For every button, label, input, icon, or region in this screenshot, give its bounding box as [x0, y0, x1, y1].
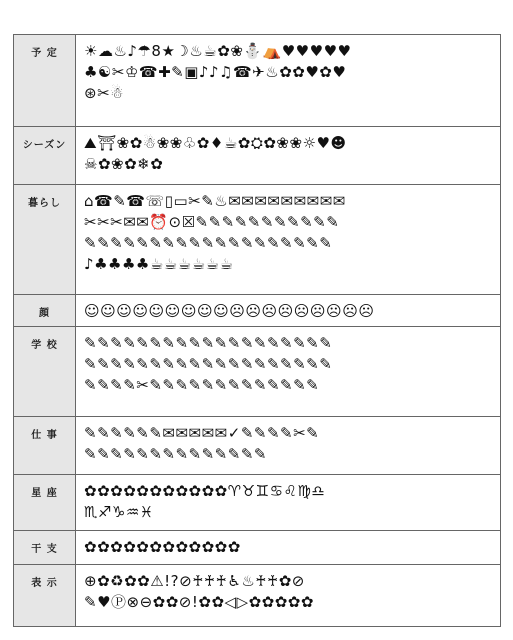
category-symbols — [76, 295, 500, 326]
category-row-season — [14, 127, 501, 185]
symbol-line: ⌂☎✎☎☏▯▭✂✎♨✉✉✉✉✉✉✉✉✉ — [84, 192, 346, 210]
category-row-yotei — [14, 35, 501, 127]
symbol-line: ✎✎✎✎✎✎✉✉✉✉✉✓✎✎✎✎✂✎ — [84, 424, 320, 442]
category-label: 顔 — [14, 295, 76, 326]
symbol-line: ✂✂✂✉✉⏰⊙☒✎✎✎✎✎✎✎✎✎✎✎ — [84, 213, 340, 231]
symbol-line: ♏♐♑♒♓ — [84, 503, 154, 521]
symbol-line: ✎✎✎✎✎✎✎✎✎✎✎✎✎✎✎✎✎✎✎ — [84, 234, 333, 252]
category-row-shigoto — [14, 417, 501, 475]
symbol-line: ✿✿✿✿✿✿✿✿✿✿✿✿ — [84, 538, 241, 556]
category-label: 暮らし — [14, 185, 76, 294]
category-label: 表 示 — [14, 565, 76, 626]
category-label: シーズン — [14, 127, 76, 184]
symbol-line: ✎✎✎✎✎✎✎✎✎✎✎✎✎✎ — [84, 445, 267, 463]
category-label: 干 支 — [14, 531, 76, 564]
symbol-line: ✎♥Ⓟ⊗⊖✿✿⊘!✿✿◁▷✿✿✿✿✿ — [84, 593, 314, 611]
symbol-line: ✎✎✎✎✎✎✎✎✎✎✎✎✎✎✎✎✎✎✎ — [84, 334, 333, 352]
symbol-line: ☠✿❀✿❄✿ — [84, 155, 164, 173]
symbol-line: ☀☁♨♪☂8★☽♨☕✿❀⛄⛺♥♥♥♥♥ — [84, 42, 352, 60]
symbol-line: ⊛✂☃ — [84, 84, 125, 102]
category-symbols — [76, 475, 500, 530]
category-row-kao — [14, 295, 501, 327]
symbol-line: ✎✎✎✎✂✎✎✎✎✎✎✎✎✎✎✎✎✎ — [84, 376, 320, 394]
category-symbols — [76, 35, 500, 126]
symbol-line: ⛰⛩❀✿☃❀❀♧✿♦☕✿⛭✿❀❀☼♥☻ — [84, 134, 347, 152]
category-label: 予 定 — [14, 35, 76, 126]
category-symbols — [76, 327, 500, 416]
category-label: 仕 事 — [14, 417, 76, 474]
category-label: 学 校 — [14, 327, 76, 416]
category-symbols — [76, 185, 500, 294]
category-row-kurashi — [14, 185, 501, 295]
category-row-seiza — [14, 475, 501, 531]
category-symbols — [76, 565, 500, 626]
category-symbols — [76, 127, 500, 184]
category-label: 星 座 — [14, 475, 76, 530]
category-row-gakko — [14, 327, 501, 417]
symbol-line: ♪♣♣♣♣☕☕☕☕☕☕ — [84, 255, 234, 273]
symbol-line: ✎✎✎✎✎✎✎✎✎✎✎✎✎✎✎✎✎✎✎ — [84, 355, 333, 373]
category-row-hyoji — [14, 565, 501, 627]
symbol-line: ♣☯✂♔☎✚✎▣♪♪♫☎✈♨✿✿♥✿♥ — [84, 63, 347, 81]
category-symbols — [76, 531, 500, 564]
symbol-line: ⊕✿♻✿✿⚠!?⊘♰♰♰♿♨♰♰✿⊘ — [84, 572, 305, 590]
symbol-line: ✿✿✿✿✿✿✿✿✿✿✿♈♉♊♋♌♍♎ — [84, 482, 326, 500]
symbol-table — [13, 34, 501, 627]
category-row-eto — [14, 531, 501, 565]
symbol-line: ☺☺☺☺☺☺☺☺☺☹☹☹☹☹☹☹☹☹ — [84, 302, 375, 320]
category-symbols — [76, 417, 500, 474]
